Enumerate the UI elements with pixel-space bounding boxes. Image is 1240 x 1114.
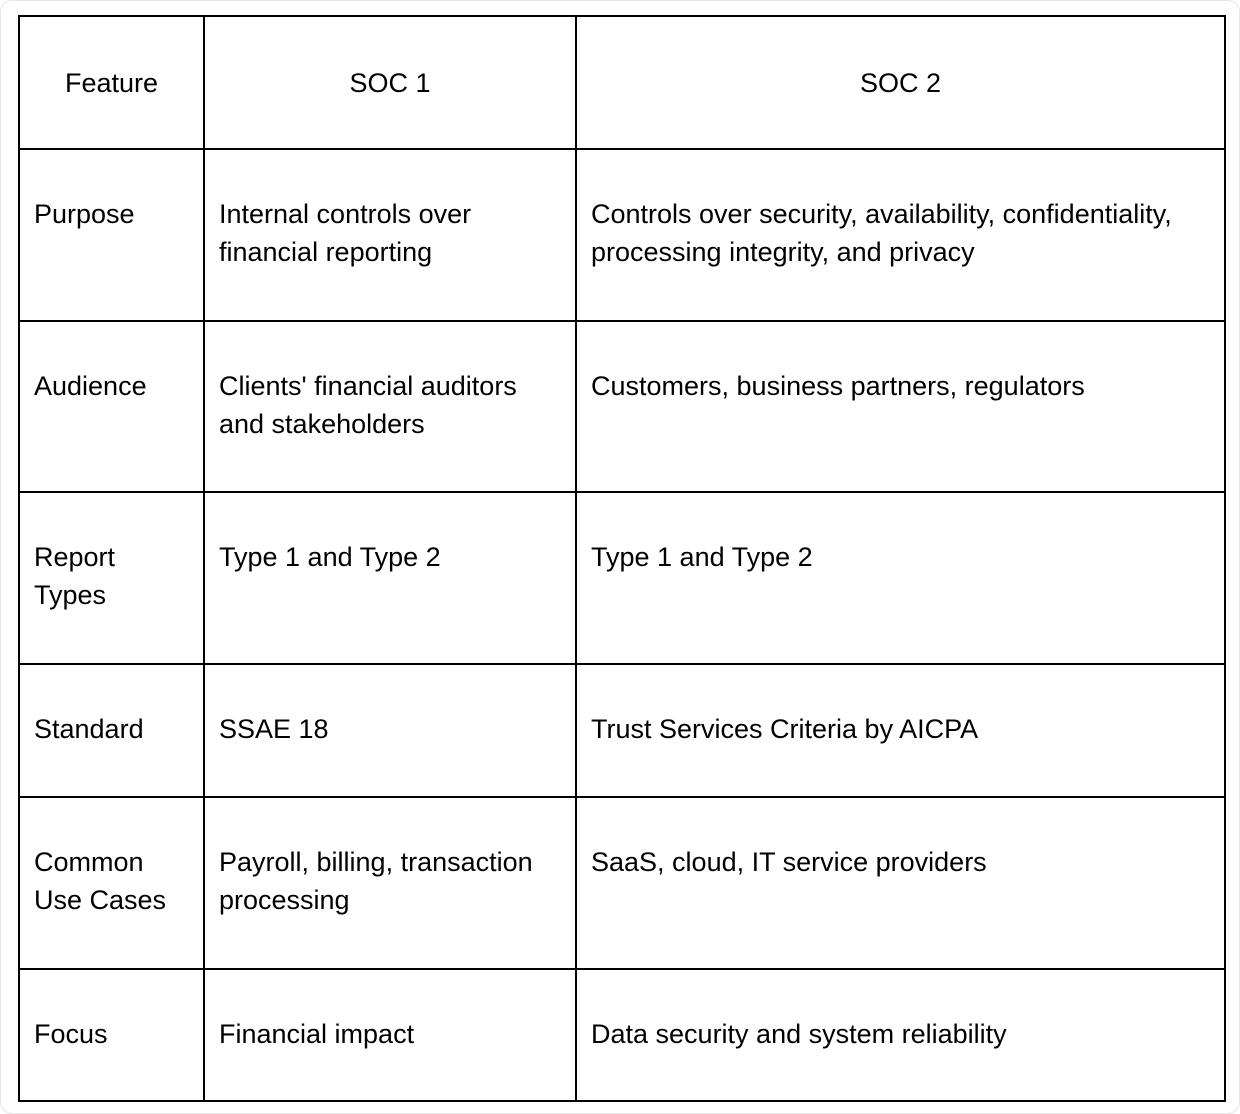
- feature-cell: Common Use Cases: [19, 797, 204, 969]
- feature-cell: Focus: [19, 969, 204, 1101]
- header-soc1: SOC 1: [204, 16, 576, 149]
- table-row: [19, 969, 1225, 1101]
- feature-cell: Purpose: [19, 149, 204, 321]
- soc2-cell: Type 1 and Type 2: [576, 492, 1225, 664]
- table-row: [19, 492, 1225, 664]
- table-row: [19, 321, 1225, 492]
- soc2-cell: Data security and system reliability: [576, 969, 1225, 1101]
- header-soc2: SOC 2: [576, 16, 1225, 149]
- feature-cell: Audience: [19, 321, 204, 492]
- soc1-cell: Payroll, billing, transaction processing: [204, 797, 576, 969]
- soc1-cell: Clients' financial auditors and stakeholders: [204, 321, 576, 492]
- soc2-cell: Controls over security, availability, confidentiality, processing integrity, and privacy: [576, 149, 1225, 321]
- table-row: [19, 797, 1225, 969]
- soc1-cell: Type 1 and Type 2: [204, 492, 576, 664]
- table-header-row: [19, 16, 1225, 149]
- feature-cell: Standard: [19, 664, 204, 797]
- header-feature: Feature: [19, 16, 204, 149]
- soc1-cell: Internal controls over financial reporting: [204, 149, 576, 321]
- soc1-cell: Financial impact: [204, 969, 576, 1101]
- soc1-cell: SSAE 18: [204, 664, 576, 797]
- table-row: [19, 149, 1225, 321]
- feature-cell: Report Types: [19, 492, 204, 664]
- soc2-cell: Trust Services Criteria by AICPA: [576, 664, 1225, 797]
- soc-comparison-table: [18, 15, 1226, 1102]
- table-row: [19, 664, 1225, 797]
- soc2-cell: Customers, business partners, regulators: [576, 321, 1225, 492]
- soc2-cell: SaaS, cloud, IT service providers: [576, 797, 1225, 969]
